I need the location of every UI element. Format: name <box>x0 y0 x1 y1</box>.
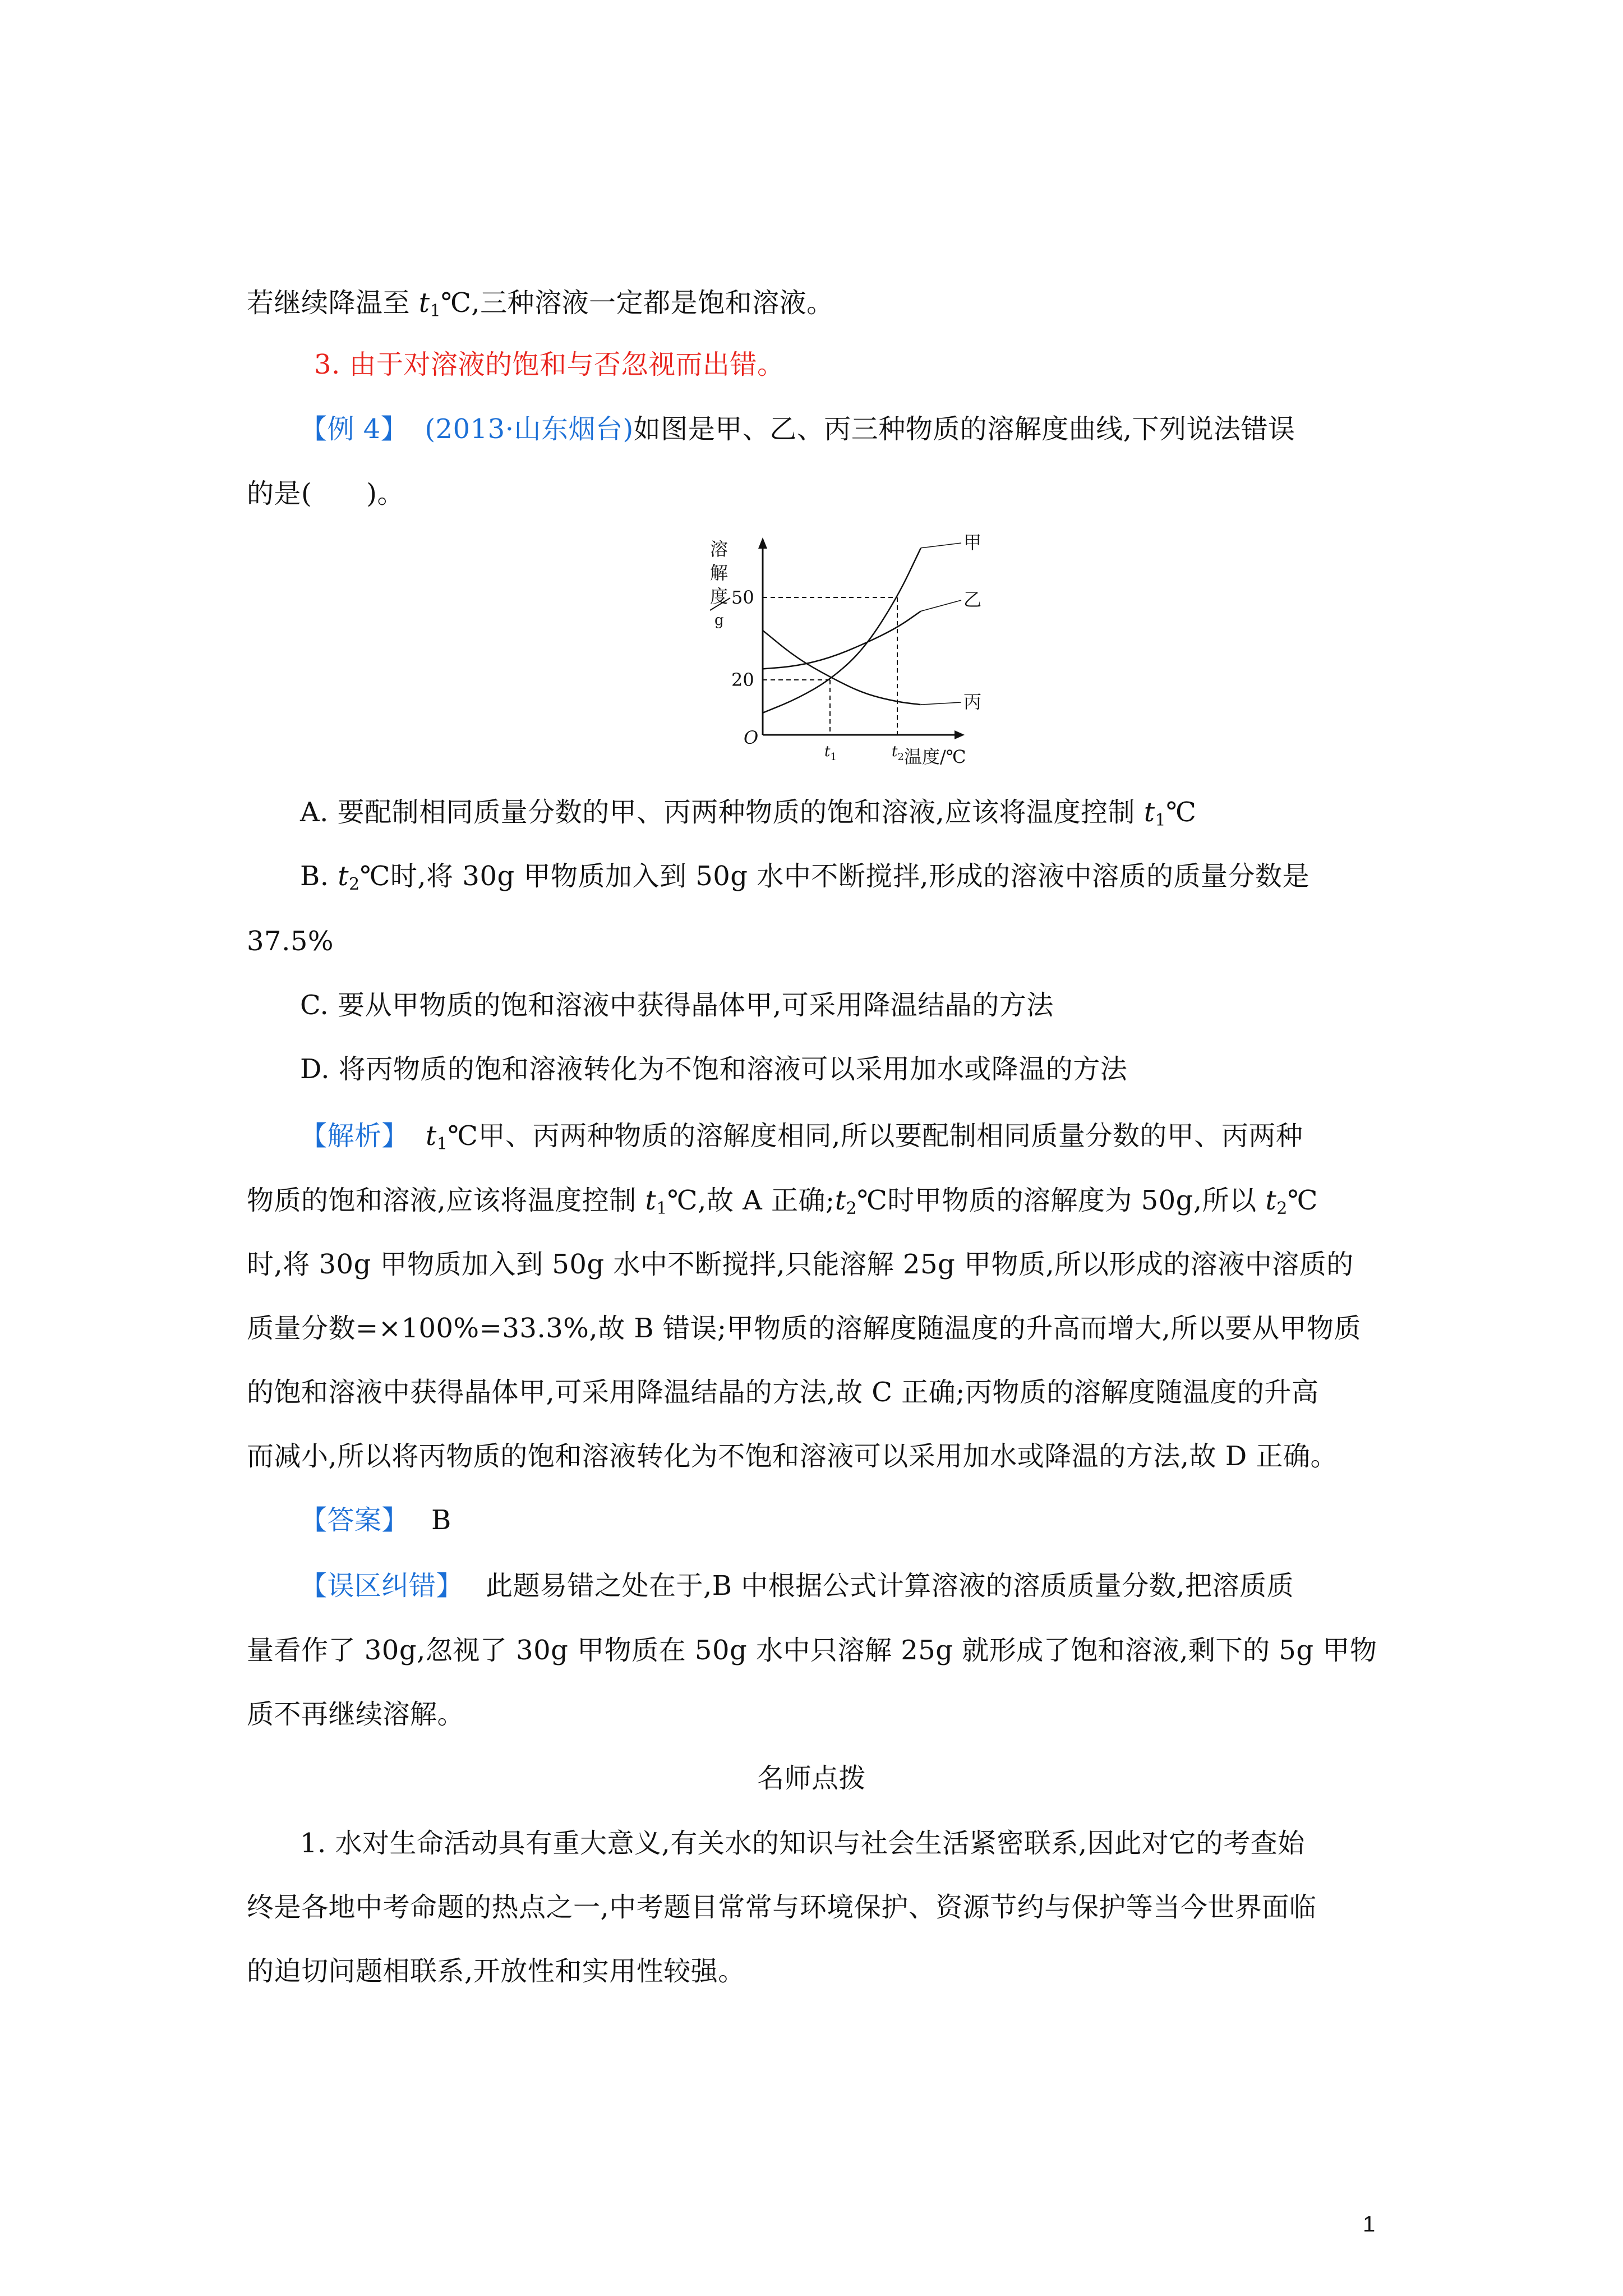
ylabel-char-3: 度 <box>710 586 728 607</box>
variable-t: t <box>338 861 349 892</box>
y-tick-label: 20 <box>731 669 754 691</box>
subscript: 2 <box>1276 1199 1288 1218</box>
solubility-chart <box>695 533 998 769</box>
correction-tag: 【误区纠错】 <box>300 1570 464 1602</box>
subscript: 1 <box>436 1134 448 1154</box>
variable-t: t <box>1144 797 1155 828</box>
answer-tag: 【答案】 <box>300 1504 409 1536</box>
page-number: 1 <box>1363 2212 1376 2237</box>
ylabel-unit: g <box>714 612 724 629</box>
series-label: 乙 <box>963 589 982 610</box>
text-span: 此题易错之处在于,B 中根据公式计算溶液的溶质质量分数,把溶质质 <box>486 1570 1294 1602</box>
text-span: ℃时,将 30g 甲物质加入到 50g 水中不断搅拌,形成的溶液中溶质的质量分数是 <box>359 861 1310 892</box>
text-span: 若继续降温至 <box>247 287 419 319</box>
subscript: 1 <box>656 1199 667 1218</box>
text-span: ℃甲、丙两种物质的溶解度相同,所以要配制相同质量分数的甲、丙两种 <box>448 1120 1303 1152</box>
text-span: 如图是甲、乙、丙三种物质的溶解度曲线,下列说法错误 <box>633 413 1295 445</box>
analysis-line <box>247 1184 1318 1217</box>
option-b <box>300 859 1310 893</box>
text-span: ℃时甲物质的溶解度为 50g,所以 <box>857 1185 1266 1216</box>
x-axis-arrow <box>955 730 965 739</box>
text-span: ℃ <box>1287 1185 1318 1216</box>
analysis-line: 质量分数=×100%=33.3%,故 B 错误;甲物质的溶解度随温度的升高而增大,所以要从甲物质 <box>247 1313 1361 1344</box>
subscript: 2 <box>349 875 360 894</box>
ylabel-char-1: 溶 <box>710 539 728 560</box>
series-label: 甲 <box>963 533 982 553</box>
correction-line: 量看作了 30g,忽视了 30g 甲物质在 50g 水中只溶解 25g 就形成了饱和溶液,剩下的 5g 甲物 <box>247 1635 1377 1666</box>
variable-t: t <box>1265 1185 1277 1216</box>
variable-t: t <box>426 1120 437 1152</box>
text-span: ℃ <box>1166 797 1197 828</box>
analysis-tag: 【解析】 <box>300 1120 409 1152</box>
option-a <box>300 795 1196 829</box>
section-heading: 3. 由于对溶液的饱和与否忽视而出错。 <box>314 349 785 380</box>
x-tick-label: $t_1$ <box>824 743 837 763</box>
series-leader <box>921 702 961 705</box>
option-b-continued: 37.5% <box>247 926 334 957</box>
section-title: 名师点拨 <box>757 1763 866 1794</box>
subscript: 2 <box>846 1199 857 1218</box>
tip-line: 1. 水对生命活动具有重大意义,有关水的知识与社会生活紧密联系,因此对它的考查始 <box>300 1828 1305 1859</box>
text-span: ℃,三种溶液一定都是饱和溶液。 <box>441 287 834 319</box>
y-tick-label: 50 <box>731 587 754 608</box>
text-line: 的是( )。 <box>247 478 404 509</box>
variable-t: t <box>834 1185 846 1216</box>
text-span: ℃,故 A 正确; <box>667 1185 835 1216</box>
y-axis-arrow <box>758 537 767 549</box>
option-d: D. 将丙物质的饱和溶液转化为不饱和溶液可以采用加水或降温的方法 <box>300 1053 1128 1085</box>
variable-t: t <box>645 1185 657 1216</box>
answer-line <box>300 1503 451 1537</box>
xlabel: 温度/℃ <box>904 746 966 767</box>
example-tag: 【例 4】 <box>300 413 408 445</box>
series-label: 丙 <box>963 691 982 712</box>
option-c: C. 要从甲物质的饱和溶液中获得晶体甲,可采用降温结晶的方法 <box>300 990 1054 1021</box>
example-line <box>300 412 1295 446</box>
series-leader <box>921 543 961 548</box>
tip-line: 的迫切问题相联系,开放性和实用性较强。 <box>247 1955 745 1987</box>
analysis-line: 的饱和溶液中获得晶体甲,可采用降温结晶的方法,故 C 正确;丙物质的溶解度随温度的升高 <box>247 1377 1319 1408</box>
analysis-line: 时,将 30g 甲物质加入到 50g 水中不断搅拌,只能溶解 25g 甲物质,所以形成的溶液中溶质的 <box>247 1249 1354 1280</box>
subscript: 1 <box>430 301 441 321</box>
example-source: (2013·山东烟台) <box>425 413 634 445</box>
subscript: 1 <box>1155 811 1166 830</box>
text-line <box>247 286 834 320</box>
origin-label: O <box>744 727 759 748</box>
text-span: B. <box>300 861 338 892</box>
analysis-line: 而减小,所以将丙物质的饱和溶液转化为不饱和溶液可以采用加水或降温的方法,故 D 正确。 <box>247 1441 1338 1472</box>
correction-line: 质不再继续溶解。 <box>247 1699 465 1730</box>
text-span: A. 要配制相同质量分数的甲、丙两种物质的饱和溶液,应该将温度控制 <box>300 797 1144 828</box>
variable-t: t <box>418 287 430 319</box>
x-tick-label: $t_2$ <box>892 743 904 763</box>
ylabel-char-2: 解 <box>710 562 728 583</box>
analysis-line <box>300 1119 1303 1153</box>
text-span: 物质的饱和溶液,应该将温度控制 <box>247 1185 645 1216</box>
correction-line <box>300 1569 1294 1603</box>
series-leader <box>921 600 961 611</box>
answer-value: B <box>431 1504 451 1536</box>
tip-line: 终是各地中考命题的热点之一,中考题目常常与环境保护、资源节约与保护等当今世界面临 <box>247 1892 1317 1923</box>
